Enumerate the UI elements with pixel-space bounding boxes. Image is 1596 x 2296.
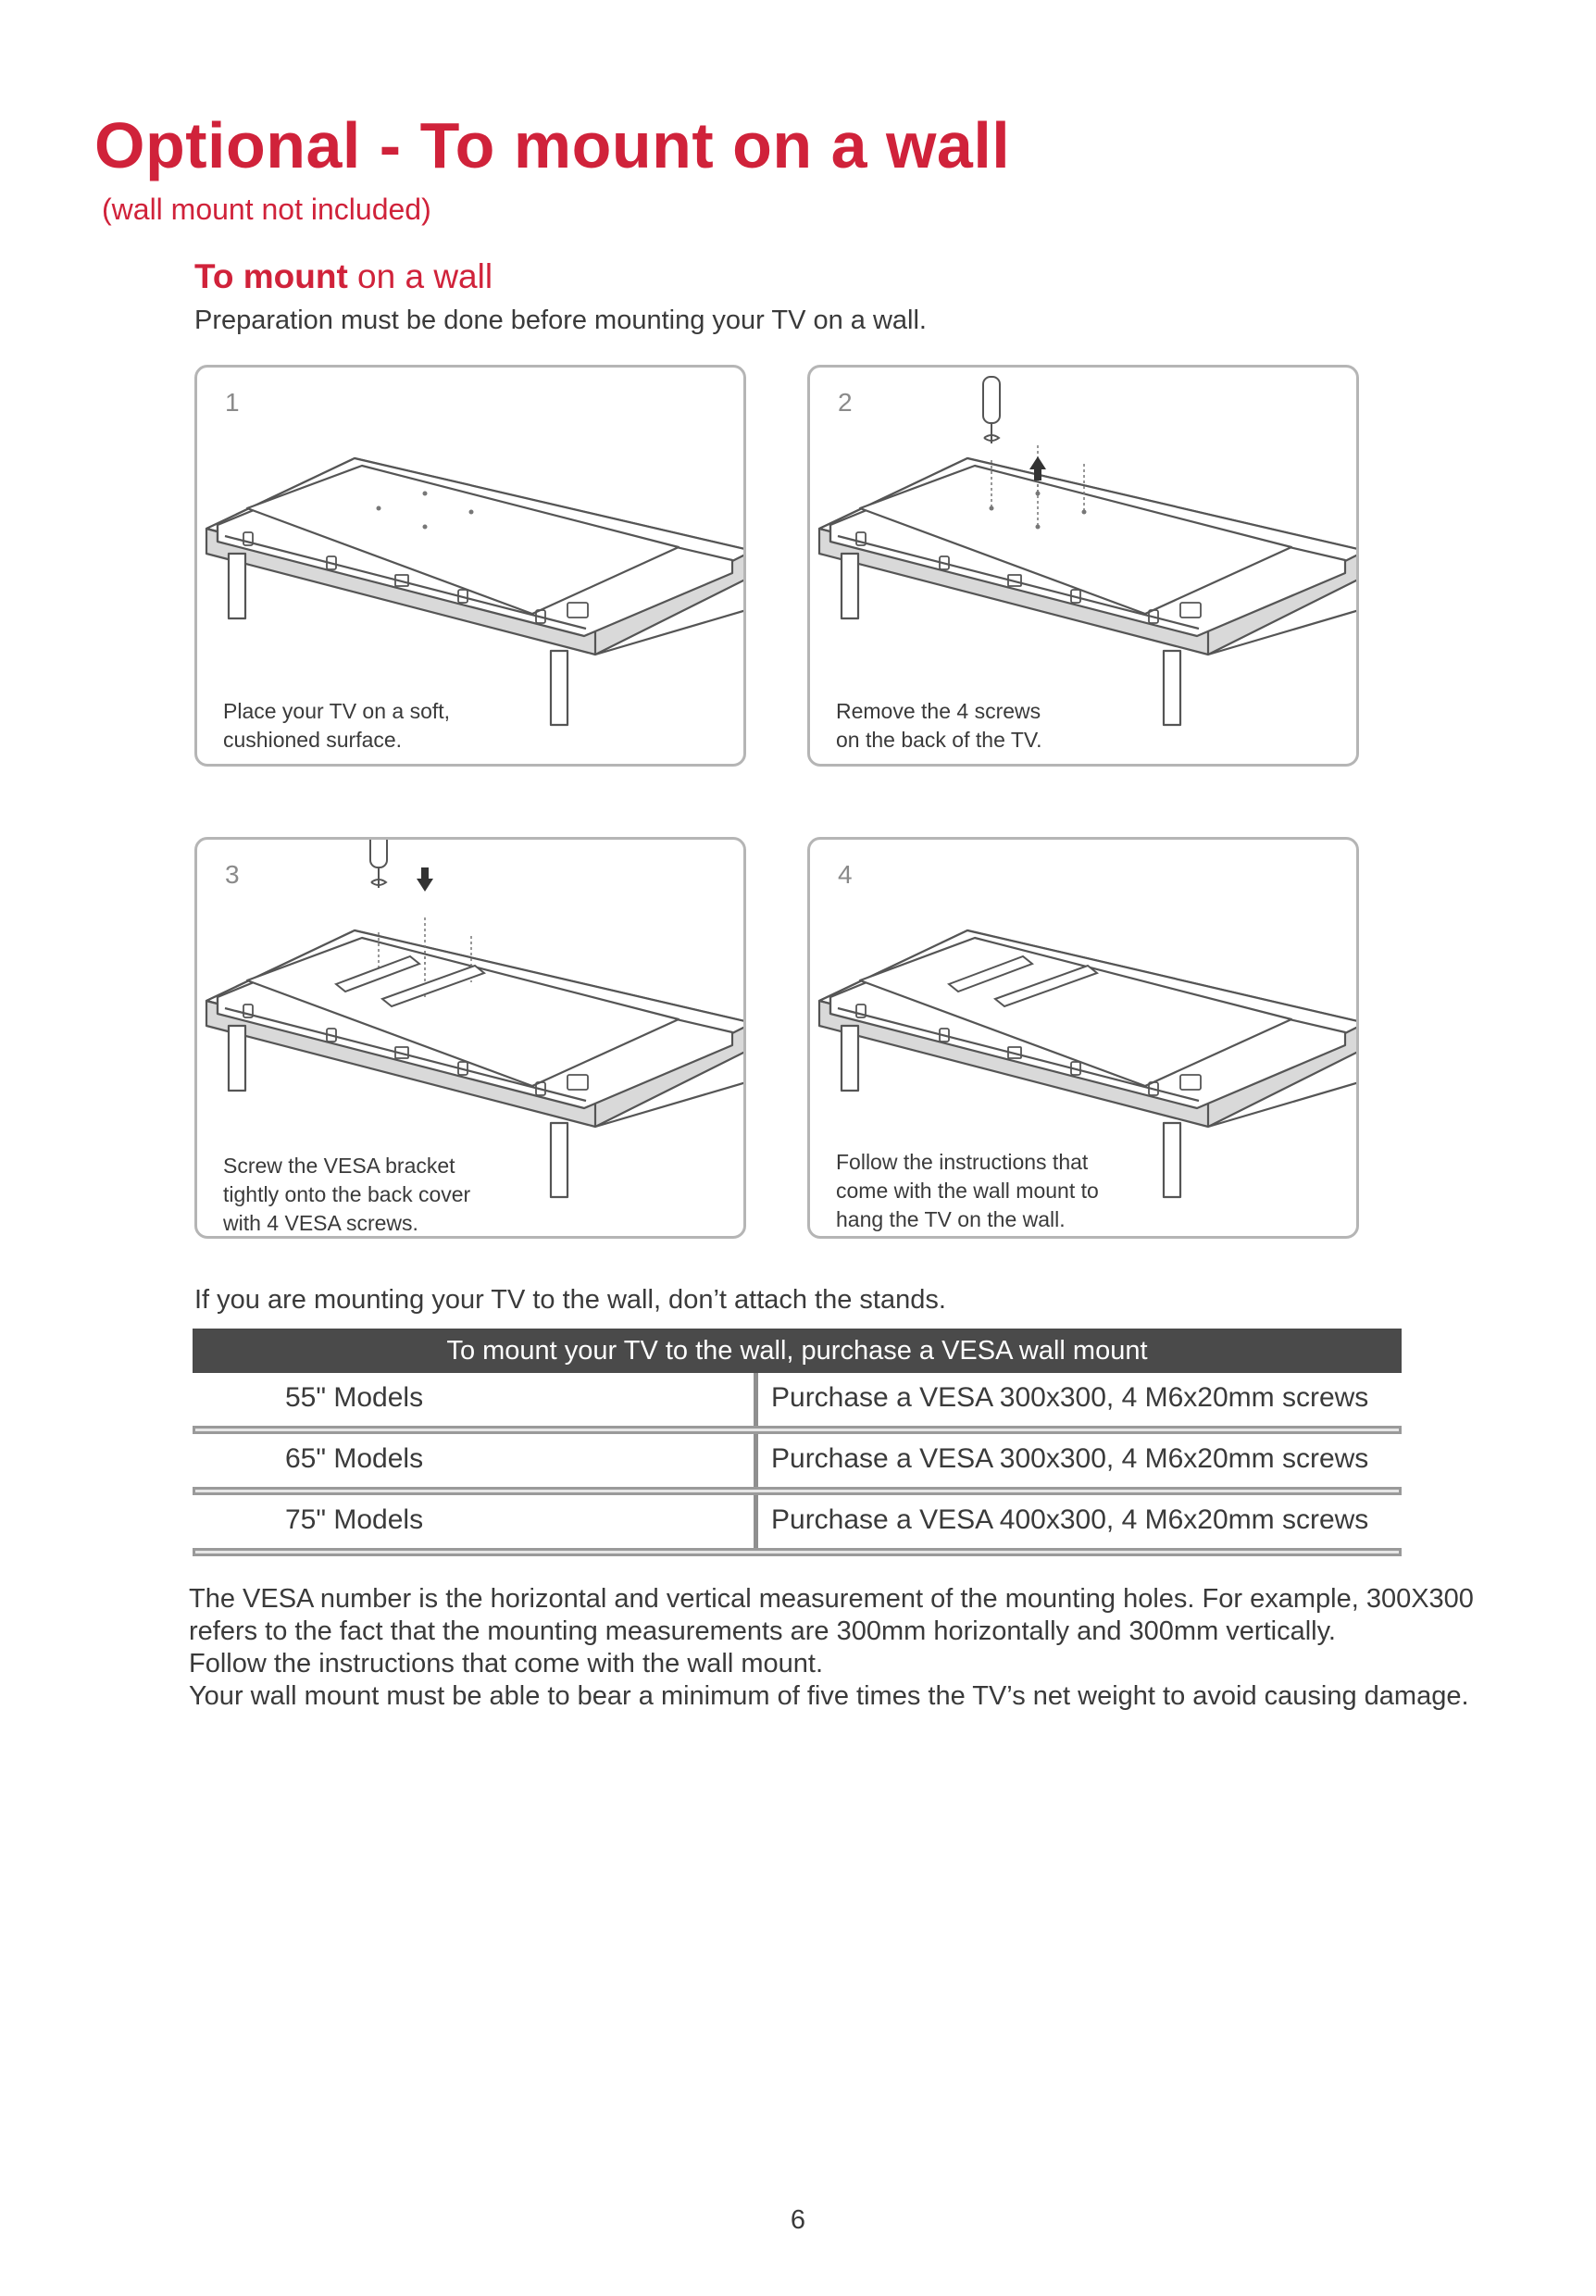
step-caption: Place your TV on a soft, cushioned surface. [223, 699, 451, 752]
paragraph: Follow the instructions that come with the wall mount. [189, 1649, 824, 1678]
model-cell: 75" Models [285, 1504, 424, 1535]
section-heading [194, 257, 493, 296]
spec-cell: Purchase a VESA 300x300, 4 M6x20mm screws [771, 1382, 1369, 1413]
section-heading-rest: on a wall [347, 257, 493, 295]
page-title: Optional - To mount on a wall [94, 109, 1011, 181]
section-heading-bold: To mount [194, 257, 348, 295]
step-number: 2 [838, 388, 853, 417]
table-header: To mount your TV to the wall, purchase a VESA wall mount [193, 1329, 1402, 1373]
row-divider [193, 1487, 1402, 1495]
vesa-explanation [189, 1583, 1503, 1713]
paragraph: The VESA number is the horizontal and vertical measurement of the mounting holes. For example, 300X300 refers to the fact that the mounting measurements are 300mm horizontally and 300mm vertically. [189, 1584, 1474, 1646]
page-subtitle: (wall mount not included) [102, 193, 431, 226]
model-cell: 55" Models [285, 1382, 424, 1413]
step-caption: Screw the VESA bracket tightly onto the back cover with 4 VESA screws. [223, 1154, 471, 1235]
step-panel-2 [807, 365, 1359, 767]
spec-cell: Purchase a VESA 300x300, 4 M6x20mm screws [771, 1443, 1369, 1474]
model-cell: 65" Models [285, 1443, 424, 1474]
step-number: 3 [225, 860, 240, 889]
spec-cell: Purchase a VESA 400x300, 4 M6x20mm screws [771, 1504, 1369, 1535]
page-number: 6 [790, 2205, 806, 2235]
paragraph: Your wall mount must be able to bear a minimum of five times the TV’s net weight to avoid causing damage. [189, 1681, 1469, 1711]
preparation-text: Preparation must be done before mounting your TV on a wall. [194, 306, 927, 335]
step-caption: Remove the 4 screws on the back of the TV. [836, 699, 1042, 752]
step-panel-3 [194, 837, 746, 1239]
step-caption: Follow the instructions that come with the wall mount to hang the TV on the wall. [836, 1150, 1099, 1231]
row-divider [193, 1548, 1402, 1556]
table-row [193, 1434, 1402, 1495]
step-panel-1 [194, 365, 746, 767]
step-number: 1 [225, 388, 240, 417]
table-row [193, 1495, 1402, 1556]
row-divider [193, 1426, 1402, 1434]
stands-note: If you are mounting your TV to the wall, don’t attach the stands. [194, 1285, 946, 1315]
vesa-table [193, 1329, 1402, 1556]
step-number: 4 [838, 860, 853, 889]
table-row [193, 1373, 1402, 1434]
step-panel-4 [807, 837, 1359, 1239]
